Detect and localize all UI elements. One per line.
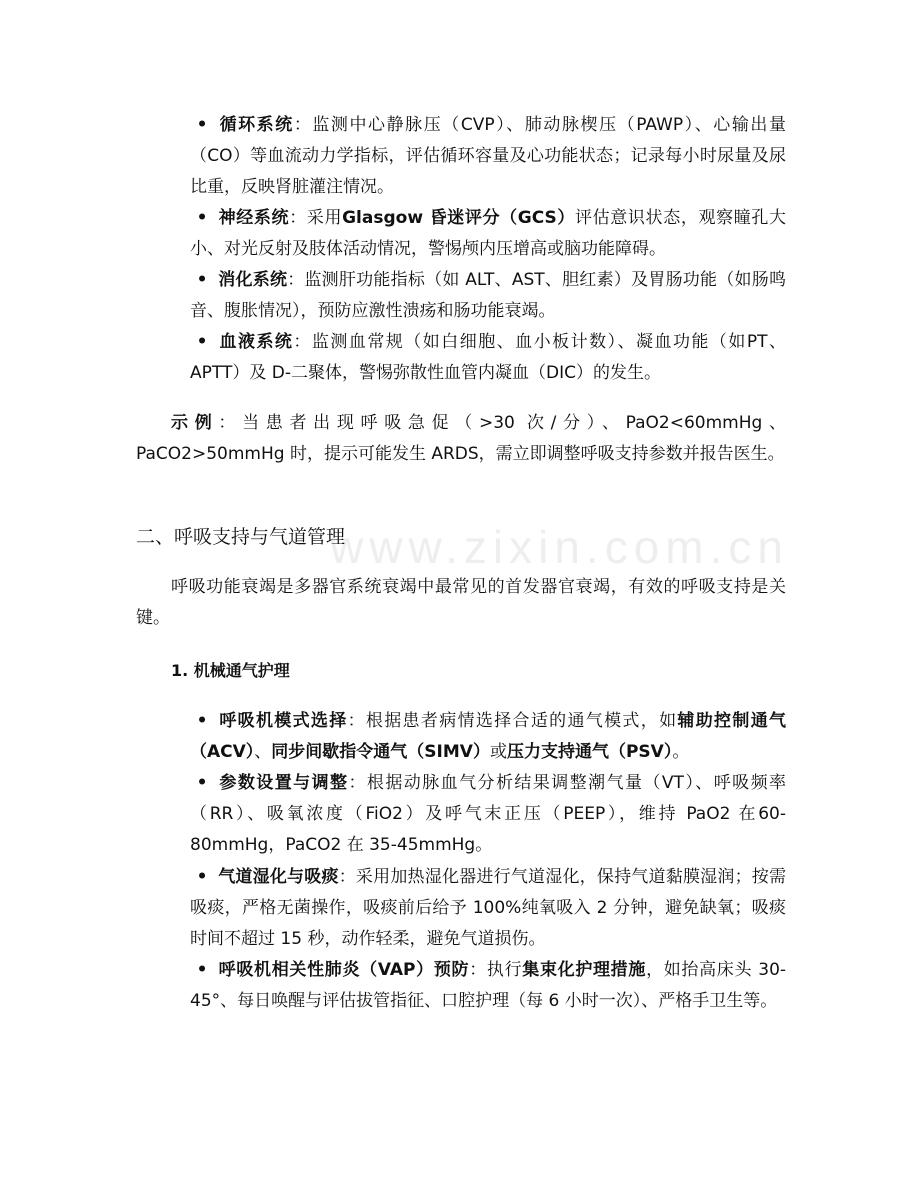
- bullet-text: 。: [672, 742, 690, 762]
- bullet-text: 或: [489, 742, 507, 762]
- bullet-bold-term: Glasgow 昏迷评分（GCS）: [342, 208, 576, 228]
- bullet-nervous-system: [190, 203, 786, 265]
- bullet-parameter-settings: [190, 768, 786, 861]
- bullet-blood-system: [190, 327, 786, 389]
- bullet-bold-term: 集束化护理措施: [522, 960, 647, 980]
- example-label: 示例: [171, 413, 219, 433]
- bullet-label: 气道湿化与吸痰: [218, 867, 339, 887]
- bullet-airway-humidification: [190, 862, 786, 955]
- bullet-text: ：监测中心静脉压（CVP）、肺动脉楔压（PAWP）、心输出量（CO）等血流动力学指标，评估循环容量及心功能状态；记录每小时尿量及尿比重，反映肾脏灌注情况。: [190, 115, 786, 197]
- bullet-label: 参数设置与调整: [218, 773, 349, 793]
- section-intro-paragraph: 呼吸功能衰竭是多器官系统衰竭中最常见的首发器官衰竭，有效的呼吸支持是关键。: [136, 577, 786, 628]
- bullet-label: 血液系统: [218, 332, 294, 352]
- example-text: ：当患者出现呼吸急促（>30 次/分）、PaO2<60mmHg、PaCO2>50mmHg 时，提示可能发生 ARDS，需立即调整呼吸支持参数并报告医生。: [136, 413, 787, 464]
- bullet-text: ：采用加热湿化器进行气道湿化，保持气道黏膜湿润；按需吸痰，严格无菌操作，吸痰前后给予 100%纯氧吸入 2 分钟，避免缺氧；吸痰时间不超过 15 秒，动作轻柔，避免气道损伤。: [190, 867, 787, 949]
- bullet-bold-term: 辅助控制通气（ACV）: [190, 711, 787, 762]
- bullet-label: 消化系统: [218, 270, 288, 290]
- bullet-text: 、: [254, 742, 272, 762]
- bullet-dot-icon: •: [196, 270, 208, 290]
- bullet-text: 评估意识状态，观察瞳孔大小、对光反射及肢体活动情况，警惕颅内压增高或脑功能障碍。: [190, 208, 787, 259]
- subsection-heading: 1. 机械通气护理: [171, 661, 290, 680]
- bullet-text: ，如抬高床头 30-45°、每日唤醒与评估拔管指征、口腔护理（每 6 小时一次）、严格手卫生等。: [190, 960, 787, 1011]
- bullet-circulatory-system: [190, 110, 786, 203]
- bullet-bold-term: 同步间歇指令通气（SIMV）: [271, 742, 490, 762]
- section-heading: 二、呼吸支持与气道管理: [136, 526, 346, 548]
- bullet-text: ：根据患者病情选择合适的通气模式，如: [347, 711, 678, 731]
- bullet-text: ：监测肝功能指标（如 ALT、AST、胆红素）及胃肠功能（如肠鸣音、腹胀情况），预防应激性溃疡和肠功能衰竭。: [190, 270, 787, 321]
- bullet-dot-icon: •: [196, 208, 208, 228]
- bullet-dot-icon: •: [196, 773, 208, 793]
- bullet-text: ：采用: [289, 208, 343, 228]
- bullet-text: ：根据动脉血气分析结果调整潮气量（VT）、呼吸频率（RR）、吸氧浓度（FiO2）及呼气末正压（PEEP），维持 PaO2 在60-80mmHg，PaCO2 在 35-45mmHg。: [190, 773, 787, 855]
- watermark: www.zixin.com.cn: [330, 521, 789, 573]
- bullet-dot-icon: •: [196, 960, 208, 980]
- bullet-vap-prevention: [190, 955, 786, 1017]
- bullet-text: ：监测血常规（如白细胞、血小板计数）、凝血功能（如PT、APTT）及 D-二聚体，警惕弥散性血管内凝血（DIC）的发生。: [190, 332, 787, 383]
- bullet-bold-term: 压力支持通气（PSV）: [506, 742, 673, 762]
- bullet-text: ：执行: [469, 960, 523, 980]
- bullet-digestive-system: [190, 265, 786, 327]
- bullet-label: 神经系统: [218, 208, 290, 228]
- bullet-ventilator-mode: [190, 706, 786, 768]
- example-paragraph: [136, 408, 786, 470]
- bullet-label: 呼吸机模式选择: [218, 711, 348, 731]
- bullet-dot-icon: •: [196, 332, 208, 352]
- bullet-label: 呼吸机相关性肺炎（VAP）预防: [218, 960, 470, 980]
- bullet-label: 循环系统: [218, 115, 294, 135]
- bullet-dot-icon: •: [196, 115, 208, 135]
- bullet-dot-icon: •: [196, 711, 208, 731]
- bullet-dot-icon: •: [196, 867, 208, 887]
